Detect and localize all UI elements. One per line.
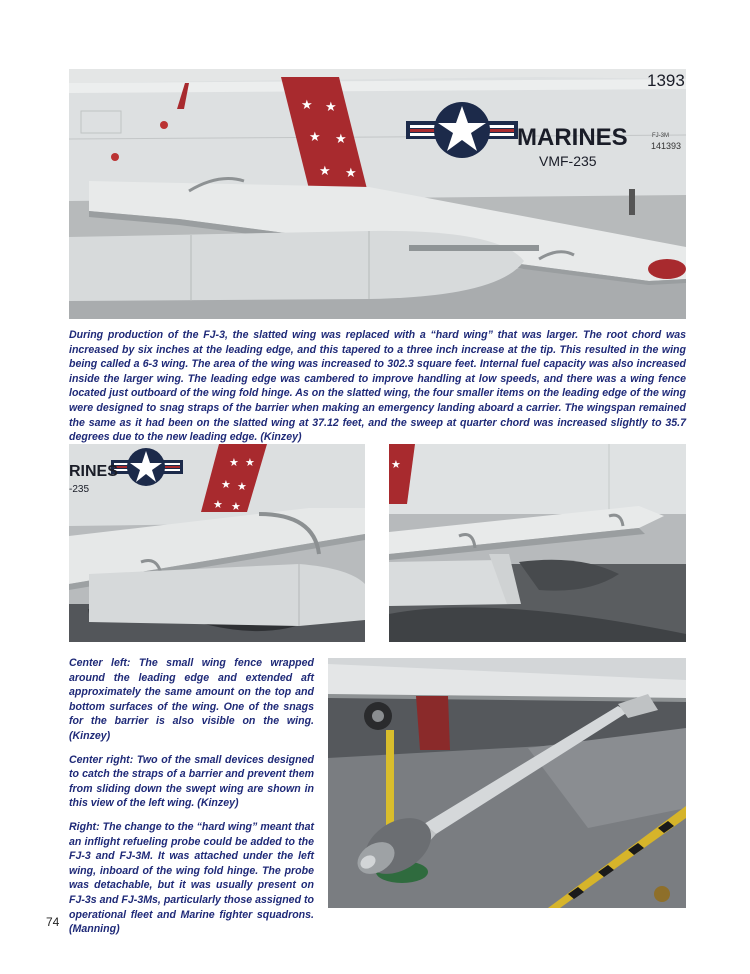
photo-center-right-barrier-snags [389,444,686,642]
svg-text:★: ★ [325,99,337,114]
svg-text:★: ★ [319,163,331,178]
side-captions [69,656,314,946]
top-serial-prefix: FJ-3M [652,133,669,139]
caption-center-left: Center left: The small wing fence wrapped around the leading edge and extended aft approximately the same amount on the top and bottom surfaces of the wing. One of the snags for the barrier is also visible on the wing. (Kinzey) [69,657,314,742]
center-left-squadron-marking: -235 [69,484,90,495]
svg-text:★: ★ [345,165,357,180]
svg-text:★: ★ [391,459,401,471]
top-service-marking: MARINES [517,124,628,151]
svg-text:★: ★ [231,501,241,513]
center-left-service-marking: RINES [69,463,118,480]
svg-text:★: ★ [309,129,321,144]
tail-number-marking: 1393 [647,71,685,90]
svg-text:★: ★ [335,131,347,146]
svg-text:★: ★ [221,479,231,491]
caption-center-right: Center right: Two of the small devices designed to catch the straps of a barrier and prevent them from sliding down the swept wing are shown in this view of the left wing. (Kinzey) [69,753,314,810]
photo-right-refueling-probe [328,658,686,908]
top-squadron-marking: VMF-235 [539,153,597,169]
svg-text:★: ★ [229,457,239,469]
svg-text:★: ★ [245,457,255,469]
photo-center-left-wing-fence [69,444,365,642]
caption-main: During production of the FJ-3, the slatted wing was replaced with a “hard wing” that was larger. The root chord was increased by six inches at the leading edge, and this tapered to a three inch increase at the tip. This resulted in the wing being called a 6-3 wing. The area of the wing was increased to 302.3 square feet. Internal fuel capacity was also increased inside the larger wing. The leading edge was cambered to improve handling at low speeds, and there was a wing fence located just outboard of the wing fold hinge. As on the slatted wing, the four smaller items on the leading edge of the wing were designed to snag straps of the barrier when making an emergency landing aboard a carrier. The wingspan remained the same as it had been on the slatted wing at 37.12 feet, and the sweep at quarter chord was increased slightly to 35.7 degrees due to the new leading edge. (Kinzey) [69,329,686,444]
page-number: 74 [46,915,60,929]
svg-text:★: ★ [237,481,247,493]
caption-right: Right: The change to the “hard wing” meant that an inflight refueling probe could be added to the FJ-3 and FJ-3M. It was attached under the left wing, inboard of the wing fold hinge. The probe was detachable, but it was usually present on FJ-3s and FJ-3Ms, particularly those assigned to operational fleet and Marine fighter squadrons. (Manning) [69,820,314,936]
photo-top-wing-fuselage [69,69,686,319]
top-serial-marking: 141393 [651,141,682,151]
svg-text:★: ★ [213,499,223,511]
svg-text:★: ★ [301,97,313,112]
